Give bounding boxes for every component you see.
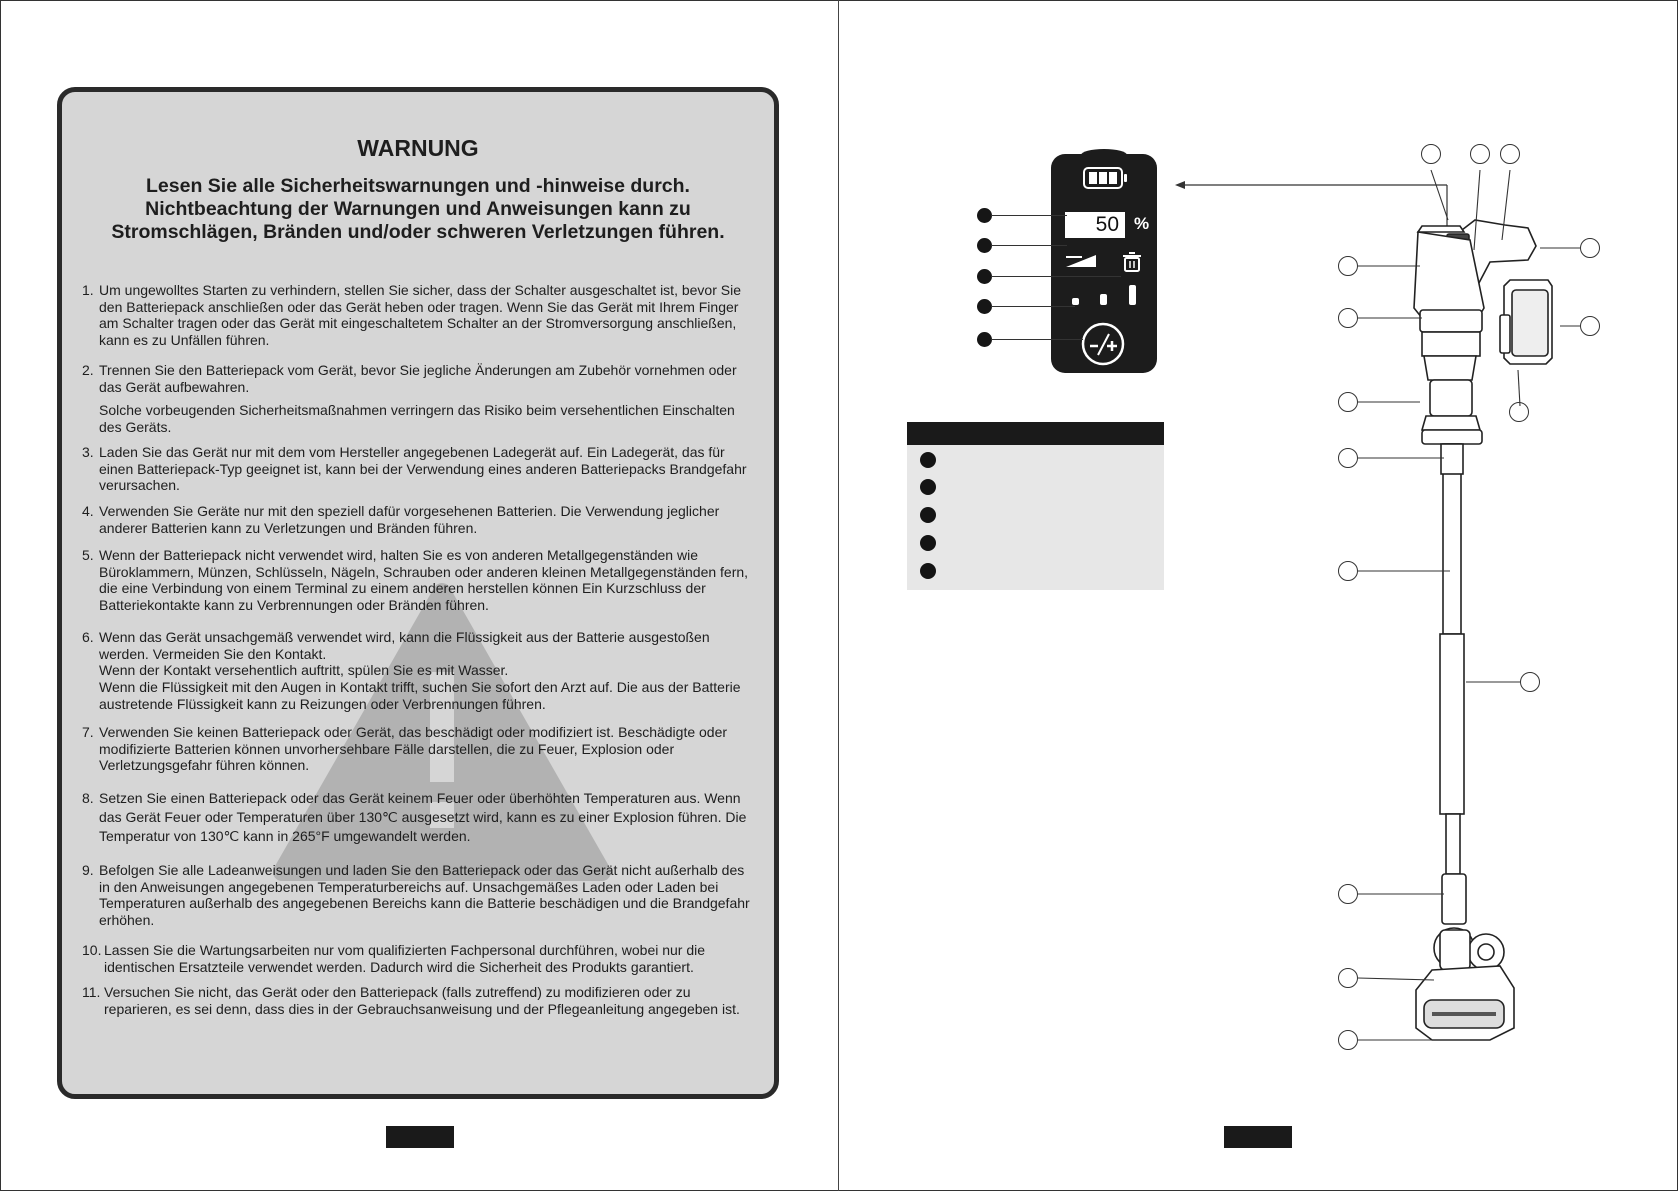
list-item	[82, 724, 754, 774]
list-item	[82, 503, 754, 536]
callout-leader	[991, 215, 1067, 216]
minus-plus-dial-icon[interactable]	[1081, 322, 1125, 366]
level-indicator-low	[1072, 298, 1079, 305]
callout-dot	[977, 208, 992, 223]
list-item	[82, 789, 754, 846]
control-panel	[1051, 154, 1157, 373]
callout-dot	[977, 238, 992, 253]
level-indicator-high	[1129, 285, 1136, 305]
callout-dot	[977, 269, 992, 284]
item-number: 9.	[82, 862, 94, 878]
item-text: Wenn das Gerät unsachgemäß verwendet wird, kann die Flüssigkeit aus der Batterie ausgestoßen werden. Vermeiden Sie den Kontakt. Wenn der Kontakt versehentlich auftritt, spülen Sie es mit Wasser. Wenn die Flüssigkeit mit den Augen in Kontakt trifft, suchen Sie sofort den Arzt auf. Die aus der Batterie austretende Flüssigkeit kann zu Reizungen oder Verbrennungen führen.	[99, 629, 741, 712]
item-number: 7.	[82, 724, 94, 740]
list-item	[82, 629, 754, 713]
callout-leader	[991, 276, 1121, 277]
battery-cell	[1089, 172, 1097, 184]
item-number: 6.	[82, 629, 94, 645]
warning-intro: Lesen Sie alle Sicherheitswarnungen und -hinweise durch. Nichtbeachtung der Warnungen und Anweisungen kann zu Stromschlägen, Bränden und/oder schweren Verletzungen führen.	[111, 175, 725, 243]
panel-notch	[1081, 149, 1127, 161]
warning-box	[57, 87, 779, 1099]
item-number: 11.	[82, 984, 101, 1000]
page-number-bar-left	[386, 1126, 454, 1148]
item-text: Lassen Sie die Wartungsarbeiten nur vom qualifizierten Fachpersonal durchführen, wobei nur die identischen Ersatzteile verwendet werden. Dadurch wird die Sicherheit des Produkts garantiert.	[104, 942, 706, 975]
list-item	[82, 402, 754, 435]
item-text: Verwenden Sie Geräte nur mit den speziell dafür vorgesehenen Batterien. Die Verwendung jeglicher anderer Batterien kann zu Verletzungen und Bränden führen.	[99, 503, 720, 536]
item-number: 10.	[82, 942, 102, 958]
legend-table	[907, 445, 1164, 590]
callout-leaders	[1350, 150, 1600, 1050]
list-item	[82, 984, 754, 1017]
level-indicator-mid	[1100, 294, 1107, 305]
item-text: Versuchen Sie nicht, das Gerät oder den Batteriepack (falls zutreffend) zu modifizieren oder zu reparieren, es sei denn, dass dies in der Gebrauchsanweisung und der Pflegeanleitung angegeben ist.	[104, 984, 740, 1017]
callout-dot	[977, 332, 992, 347]
item-text: Um ungewolltes Starten zu verhindern, stellen Sie sicher, dass der Schalter ausgeschaltet ist, bevor Sie den Batteriepack anschließen oder das Gerät heben oder tragen. Wenn Sie das Gerät mit Ihrem Finger am Schalter tragen oder das Gerät mit eingeschaltetem Schalter an der Stromversorgung anschließen, kann es zu Unfällen führen.	[99, 282, 741, 349]
item-text: Solche vorbeugenden Sicherheitsmaßnahmen verringern das Risiko beim versehentlichen Einschalten des Geräts.	[99, 402, 735, 435]
item-number: 5.	[82, 547, 94, 563]
item-number: 1.	[82, 282, 94, 298]
power-display: 50	[1065, 212, 1125, 238]
trash-icon[interactable]	[1121, 251, 1143, 273]
battery-cell	[1109, 172, 1117, 184]
legend-dot	[920, 563, 936, 579]
legend-dot	[920, 479, 936, 495]
item-number: 8.	[82, 790, 94, 806]
page-number-bar-right	[1224, 1126, 1292, 1148]
percent-unit: %	[1134, 214, 1150, 233]
item-text: Laden Sie das Gerät nur mit dem vom Hersteller angegebenen Ladegerät auf. Ein Ladegerät, das für einen Batteriepack-Typ geeignet ist, kann bei der Verwendung eines anderen Batteriepacks Brandgefahr verursachen.	[99, 444, 747, 494]
list-item	[82, 547, 754, 614]
list-item	[82, 282, 754, 349]
item-text: Befolgen Sie alle Ladeanweisungen und laden Sie den Batteriepack oder das Gerät nicht außerhalb des in den Anweisungen angegebenen Temperaturbereichs auf. Unsachgemäßes Laden oder Laden bei Temperaturen außerhalb des angegebenen Bereichs kann die Batterie beschädigen und die Brandgefahr erhöhen.	[99, 862, 750, 929]
battery-icon	[1083, 167, 1123, 189]
legend-dot	[920, 535, 936, 551]
item-text: Setzen Sie einen Batteriepack oder das Gerät keinem Feuer oder überhöhten Temperaturen aus. Wenn das Gerät Feuer oder Temperaturen über 130℃ ausgesetzt wird, kann es zu einer Explosion führen. Die Temperatur von 130℃ kann in 265°F umgewandelt werden.	[99, 790, 747, 844]
item-text: Verwenden Sie keinen Batteriepack oder Gerät, das beschädigt oder modifiziert ist. Beschädigte oder modifizierte Batterien können unvorhersehbare Fälle darstellen, die zu Feuer, Explosion oder Verletzungsgefahr führen können.	[99, 724, 728, 774]
item-number: 2.	[82, 362, 94, 378]
legend-header	[907, 422, 1164, 445]
callout-leader	[991, 339, 1083, 340]
legend-dot	[920, 452, 936, 468]
callout-dot	[977, 299, 992, 314]
battery-cell	[1099, 172, 1107, 184]
callout-leader	[991, 245, 1067, 246]
item-number: 3.	[82, 444, 94, 460]
callout-leader	[991, 306, 1075, 307]
mode-icon[interactable]	[1064, 251, 1098, 269]
list-item	[82, 862, 754, 929]
page-spine	[838, 0, 839, 1191]
list-item	[82, 942, 754, 975]
item-text: Trennen Sie den Batteriepack vom Gerät, bevor Sie jegliche Änderungen am Zubehör vornehmen oder das Gerät aufbewahren.	[99, 362, 737, 395]
list-item	[82, 362, 754, 395]
item-number: 4.	[82, 503, 94, 519]
list-item	[82, 444, 754, 494]
legend-dot	[920, 507, 936, 523]
item-text: Wenn der Batteriepack nicht verwendet wird, halten Sie es von anderen Metallgegenständen wie Büroklammern, Münzen, Schlüsseln, Nägeln, Schrauben oder anderen kleinen Metallgegenständen fern, die eine Verbindung von einem Terminal zu einem anderen herstellen können Ein Kurzschluss der Batteriekontakte kann zu Verbrennungen oder Bränden führen.	[99, 547, 749, 614]
warning-title: WARNUNG	[357, 135, 479, 161]
